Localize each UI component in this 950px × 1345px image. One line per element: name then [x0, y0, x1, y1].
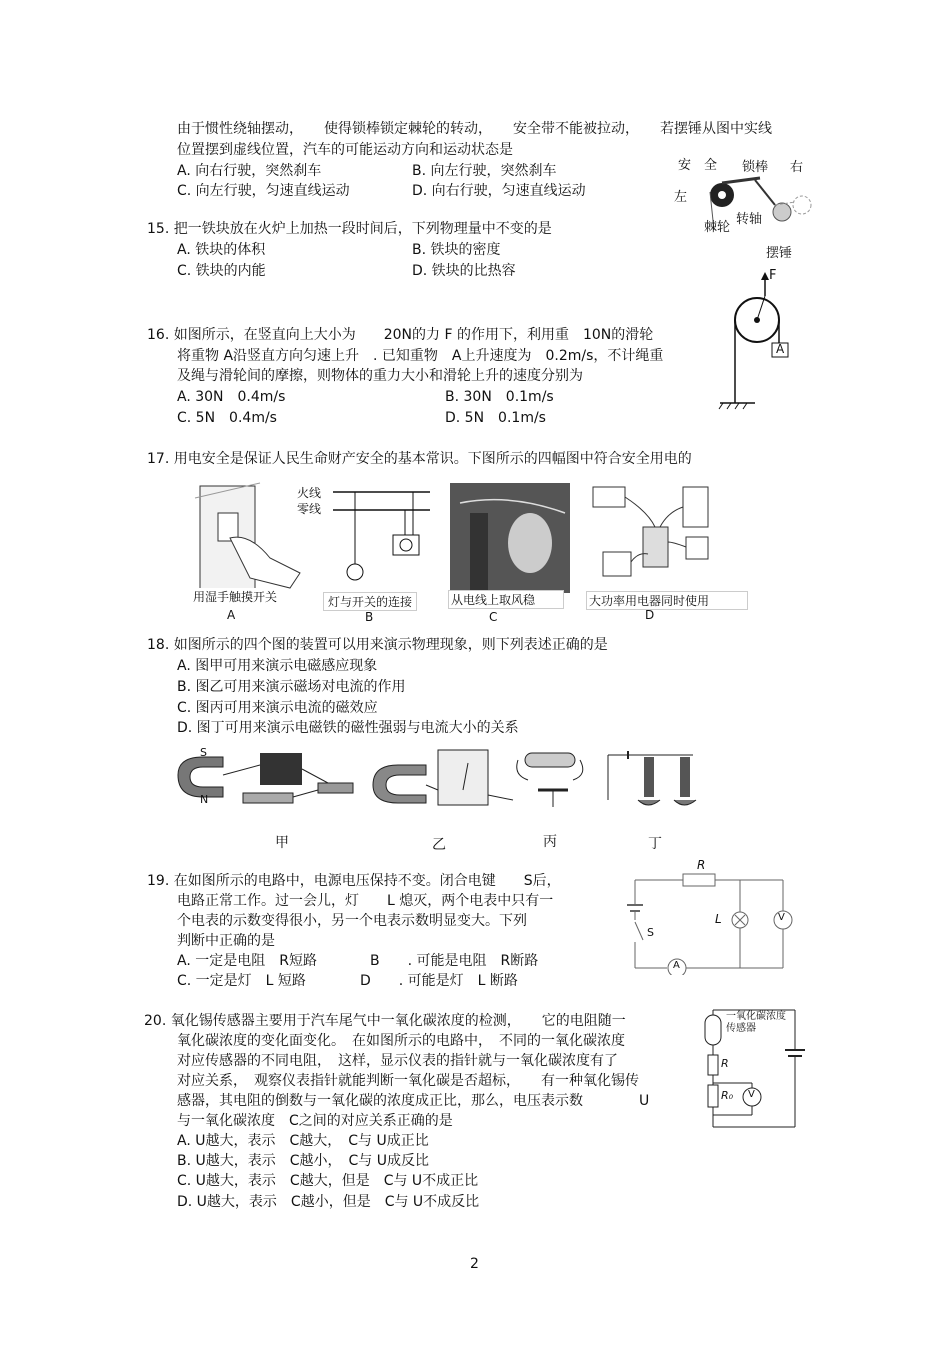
- label-zhuanzhou: 转轴: [736, 212, 763, 227]
- q20-line-3: 对应传感器的不同电阻， 这样，显示仪表的指针就与一氧化碳浓度有了: [177, 1053, 618, 1069]
- label-v: V: [778, 912, 785, 923]
- electromagnet-ding-1: [644, 757, 654, 797]
- resistor-r: [708, 1055, 718, 1075]
- q17-caption-c: 从电线上取风稳: [448, 590, 564, 609]
- q14-line-2: 位置摆到虚线位置，汽车的可能运动方向和运动状态是: [177, 142, 513, 158]
- q17-caption-d: 大功率用电器同时使用: [586, 591, 748, 610]
- label-you: 右: [790, 160, 804, 175]
- sensor: [705, 1015, 721, 1045]
- label-anquan: 安 全: [678, 158, 718, 173]
- label-huoxian: 火线: [297, 486, 322, 500]
- switch-s: [635, 922, 643, 940]
- q18-stem: 18. 如图所示的四个图的装置可以用来演示物理现象，则下列表述正确的是: [147, 637, 608, 653]
- q19-option-d: D . 可能是灯 L 断路: [360, 973, 518, 989]
- page-number: 2: [470, 1256, 479, 1272]
- q17-letter-c: C: [489, 610, 498, 624]
- pulley-diagram: [715, 268, 805, 413]
- q17-figure-b: [295, 480, 435, 592]
- lock-bar: [722, 178, 760, 183]
- switch-jia: [318, 783, 353, 793]
- battery-jia: [260, 753, 302, 785]
- q17-figure-c: [450, 483, 570, 593]
- person-climbing: [508, 513, 552, 573]
- air-conditioner: [593, 487, 625, 507]
- q17-stem: 17. 用电安全是保证人民生命财产安全的基本常识。下图所示的四幅图中符合安全用电的: [147, 451, 692, 467]
- q18-label-yi: 乙: [432, 837, 446, 853]
- q18-option-b: B. 图乙可用来演示磁场对电流的作用: [177, 679, 406, 695]
- q14-option-c: C. 向左行驶，匀速直线运动: [177, 183, 350, 199]
- resistor-r: [683, 874, 715, 886]
- rheostat-jia: [243, 793, 293, 803]
- q16-line-2: 将重物 A沿竖直方向匀速上升 . 已知重物 A上升速度为 0.2m/s，不计绳重: [177, 348, 664, 364]
- label-r: R: [721, 1057, 729, 1070]
- q15-option-d: D. 铁块的比热容: [412, 263, 516, 279]
- label-zuo: 左: [674, 190, 688, 205]
- q19-option-a: A. 一定是电阻 R短路: [177, 953, 317, 969]
- washer: [686, 537, 708, 559]
- q17-figure-a: [190, 478, 308, 593]
- q16-option-c: C. 5N 0.4m/s: [177, 410, 277, 426]
- q17-letter-d: D: [645, 608, 655, 622]
- label-n-pole: N: [200, 793, 209, 806]
- q20-option-d: D. U越大，表示 C越小，但是 C与 U不成反比: [177, 1194, 480, 1210]
- label-jilun: 棘轮: [704, 220, 731, 235]
- switch-box: [393, 535, 419, 555]
- q17-letter-b: B: [365, 610, 374, 624]
- label-suobang: 锁棒: [742, 160, 769, 175]
- q19-option-b: B . 可能是电阻 R断路: [370, 953, 539, 969]
- label-v: V: [748, 1089, 755, 1100]
- label-l: L: [715, 912, 722, 926]
- q14-option-a: A. 向右行驶，突然刹车: [177, 163, 322, 179]
- q15-option-c: C. 铁块的内能: [177, 263, 266, 279]
- pulley-figure: [715, 268, 805, 413]
- q18-label-ding: 丁: [648, 836, 662, 852]
- q17-figure-d: [588, 482, 718, 592]
- q19-circuit: [615, 860, 805, 975]
- q14-option-b: B. 向左行驶，突然刹车: [412, 163, 557, 179]
- lamp: [347, 564, 363, 580]
- q20-circuit: [700, 1005, 810, 1130]
- q20-line-6: 与一氧化碳浓度 C之间的对应关系正确的是: [177, 1113, 453, 1129]
- q15-stem: 15. 把一铁块放在火炉上加热一段时间后，下列物理量中不变的是: [147, 221, 552, 237]
- label-lingxian: 零线: [297, 502, 322, 516]
- label-s-pole: S: [200, 746, 207, 759]
- q18-label-bing: 丙: [543, 834, 557, 850]
- galvanometer-yi: [438, 750, 488, 805]
- q14-line-1: 由于惯性绕轴摆动， 使得锁棒锁定棘轮的转动， 安全带不能被拉动， 若摆锤从图中实线: [177, 121, 772, 137]
- label-r0: R₀: [721, 1089, 734, 1102]
- q19-option-c: C. 一定是灯 L 短路: [177, 973, 306, 989]
- q20-line-1: 20. 氧化锡传感器主要用于汽车尾气中一氧化碳浓度的检测， 它的电阻随一: [144, 1013, 626, 1029]
- q19-line-4: 判断中正确的是: [177, 933, 275, 949]
- tv: [603, 552, 631, 576]
- q17-letter-a: A: [227, 608, 236, 622]
- horseshoe-magnet-jia: [178, 757, 223, 797]
- q14-option-d: D. 向右行驶，匀速直线运动: [412, 183, 586, 199]
- label-s: S: [647, 926, 654, 939]
- label-baichui: 摆锤: [766, 246, 793, 261]
- q16-line-1: 16. 如图所示，在竖直向上大小为 20N的力 F 的作用下，利用重 10N的滑轮: [147, 327, 654, 343]
- power-strip: [643, 527, 668, 567]
- pendulum-solid: [773, 203, 791, 221]
- q19-line-1: 19. 在如图所示的电路中，电源电压保持不变。闭合电键 S后，: [147, 873, 561, 889]
- seatbelt-figure: [670, 150, 815, 265]
- force-arrow: [761, 272, 769, 280]
- q18-apparatus-strip: [168, 745, 728, 815]
- label-force: F: [769, 268, 777, 283]
- q18-label-jia: 甲: [275, 835, 289, 851]
- q16-option-d: D. 5N 0.1m/s: [445, 410, 546, 426]
- electromagnet-ding-2: [680, 757, 690, 797]
- q18-option-a: A. 图甲可用来演示电磁感应现象: [177, 658, 378, 674]
- q15-option-b: B. 铁块的密度: [412, 242, 501, 258]
- pendulum-dashed: [793, 196, 811, 214]
- q18-option-c: C. 图丙可用来演示电流的磁效应: [177, 700, 378, 716]
- q16-line-3: 及绳与滑轮间的摩擦，则物体的重力大小和滑轮上升的速度分别为: [177, 368, 583, 384]
- resistor-r0: [708, 1085, 718, 1107]
- q19-line-3: 个电表的示数变得很小，另一个电表示数明显变大。下列: [177, 913, 527, 929]
- q20-line-5: 感器，其电阻的倒数与一氧化碳的浓度成正比，那么，电压表示数 U: [177, 1093, 650, 1109]
- q20-option-b: B. U越大，表示 C越小， C与 U成反比: [177, 1153, 429, 1169]
- q20-line-4: 对应关系， 观察仪表指针就能判断一氧化碳是否超标， 有一种氧化锡传: [177, 1073, 639, 1089]
- label-sensor-2: 传感器: [726, 1023, 756, 1034]
- label-sensor-1: 一氧化碳浓度: [726, 1011, 786, 1022]
- label-r: R: [697, 858, 706, 872]
- label-block: A: [776, 342, 785, 356]
- q20-option-a: A. U越大，表示 C越大， C与 U成正比: [177, 1133, 429, 1149]
- fridge: [683, 487, 708, 527]
- q18-option-d: D. 图丁可用来演示电磁铁的磁性强弱与电流大小的关系: [177, 720, 519, 736]
- q16-option-b: B. 30N 0.1m/s: [445, 389, 554, 405]
- label-a: A: [673, 960, 680, 971]
- q17-caption-a: 用湿手触摸开关: [193, 590, 278, 604]
- solenoid-bing: [525, 753, 575, 767]
- q20-option-c: C. U越大，表示 C越大，但是 C与 U不成正比: [177, 1173, 479, 1189]
- q15-option-a: A. 铁块的体积: [177, 242, 266, 258]
- horseshoe-magnet-yi: [373, 765, 426, 803]
- q19-line-2: 电路正常工作。过一会儿，灯 L 熄灭，两个电表中只有一: [177, 893, 554, 909]
- q17-caption-b: 灯与开关的连接: [323, 592, 417, 611]
- q16-option-a: A. 30N 0.4m/s: [177, 389, 286, 405]
- q20-line-2: 氧化碳浓度的变化面变化。 在如图所示的电路中， 不同的一氧化碳浓度: [177, 1033, 625, 1049]
